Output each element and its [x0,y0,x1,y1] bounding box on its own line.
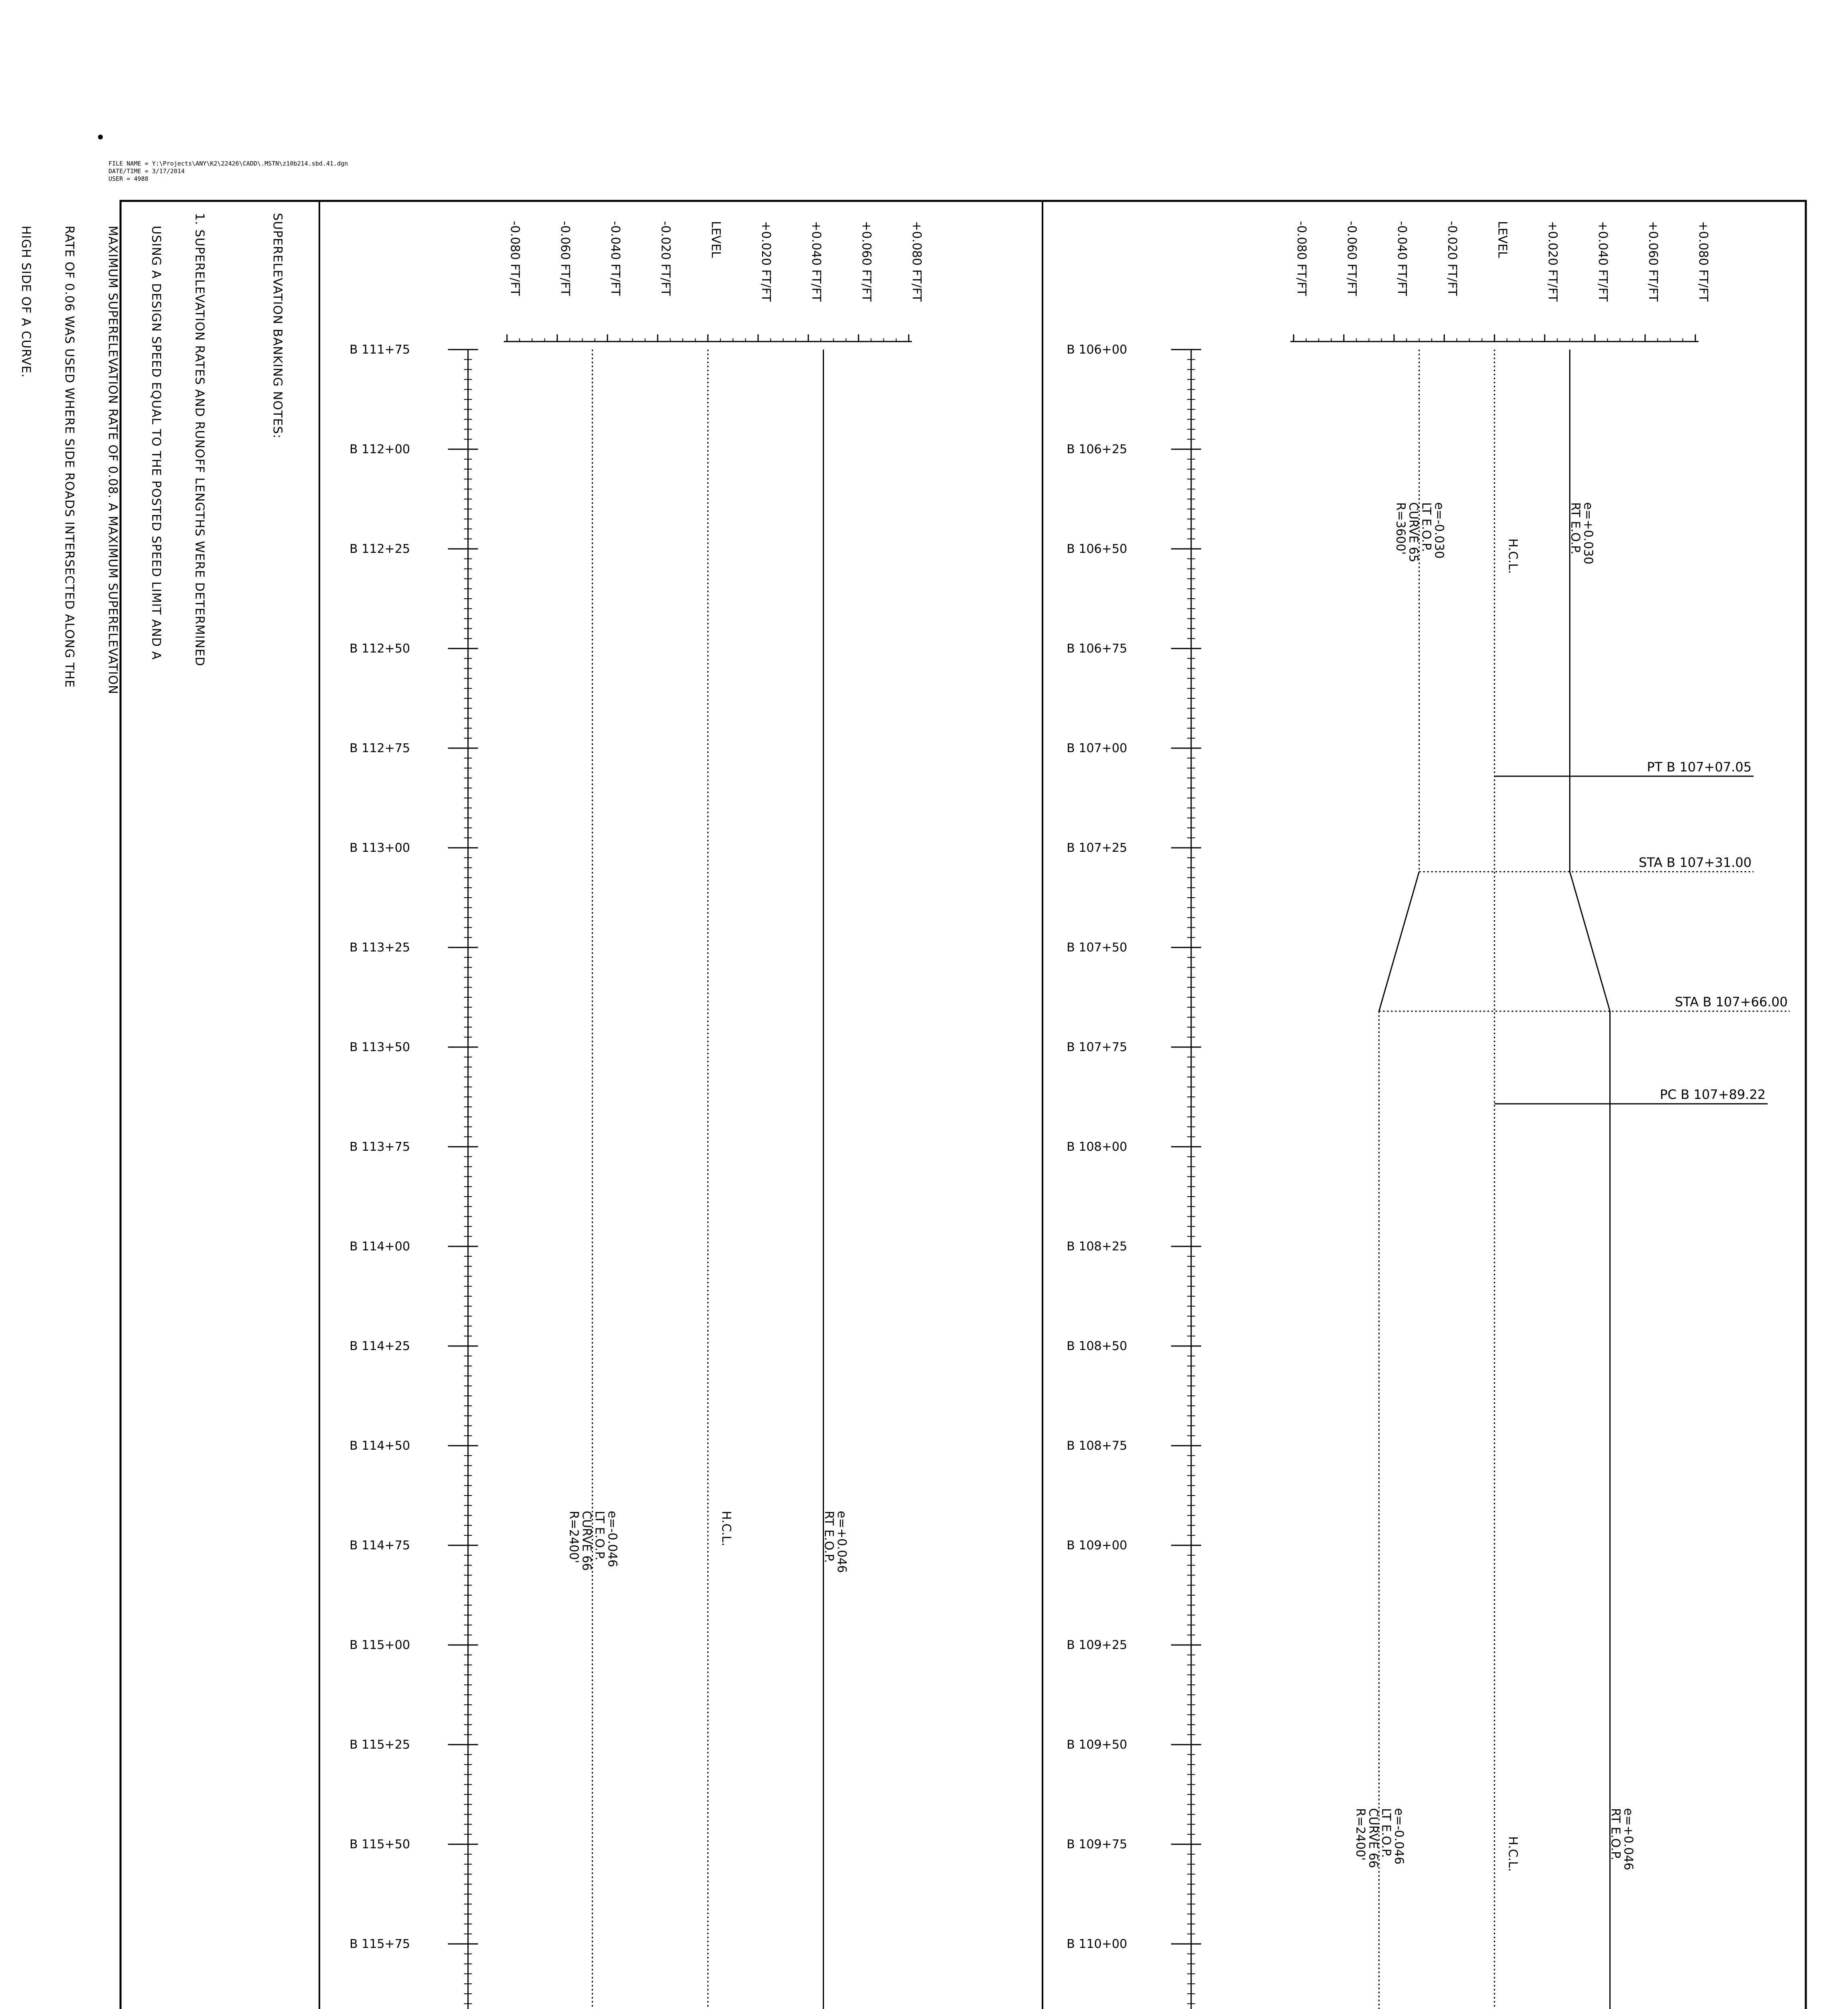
lt-eop-annotation: LT E.O.P. [1379,1808,1393,1858]
slope-label: -0.040 FT/FT [1395,221,1409,296]
station-label: B 114+25 [350,1339,410,1353]
station-label: B 108+75 [1067,1439,1127,1453]
station-label: B 112+25 [350,542,410,556]
rt-eop-annotation: e=+0.046 [1621,1808,1635,1870]
station-label: B 109+25 [1067,1638,1127,1652]
station-label: B 109+50 [1067,1738,1127,1752]
rt-eop-annotation: RT E.O.P. [822,1511,836,1563]
date-line: DATE/TIME = 3/17/2014 [108,168,185,175]
lt-eop-annotation: CURVE 66 [579,1511,594,1571]
slope-label: +0.040 FT/FT [1596,221,1610,302]
lt-eop-annotation: R=2400' [566,1511,581,1563]
station-label: B 112+75 [350,741,410,755]
pt-marker-label: PT B 107+07.05 [1647,759,1752,775]
lt-eop-annotation: LT E.O.P. [592,1511,607,1561]
station-label: B 115+50 [350,1837,410,1851]
note-1-line: 1. SUPERELEVATION RATES AND RUNOFF LENGTHS WERE DETERMINED [192,213,206,667]
station-label: B 113+25 [350,941,410,955]
slope-label: -0.040 FT/FT [608,221,622,296]
hcl-annotation: H.C.L. [1506,1836,1520,1872]
slope-label: +0.040 FT/FT [809,221,823,302]
station-label: B 108+25 [1067,1240,1127,1254]
user-line: USER = 4988 [108,175,149,182]
notes-title: SUPERELEVATION BANKING NOTES: [270,213,284,439]
station-label: B 114+50 [350,1439,410,1453]
rt-eop-annotation: RT E.O.P. [1608,1808,1623,1860]
station-label: B 112+50 [350,642,410,656]
rt-eop-annotation: RT E.O.P. [1568,502,1582,554]
lt-eop-annotation: e=-0.046 [1392,1808,1406,1865]
note-1-line: MAXIMUM SUPERELEVATION RATE OF 0.08. A MAXIMUM SUPERELEVATION [106,213,120,695]
station-label: B 106+50 [1067,542,1127,556]
station-label: B 109+00 [1067,1538,1127,1553]
station-label: B 115+75 [350,1937,410,1951]
slope-label: -0.060 FT/FT [1345,221,1359,296]
station-label: B 113+50 [350,1040,410,1054]
station-label: B 108+50 [1067,1339,1127,1353]
lt-eop-annotation: e=-0.046 [605,1511,619,1567]
slope-label: +0.020 FT/FT [759,221,773,302]
station-label: B 114+00 [350,1240,410,1254]
slope-label: -0.080 FT/FT [508,221,522,296]
sta-marker-label: STA B 107+31.00 [1638,855,1752,870]
station-label: B 112+00 [350,442,410,456]
lt-eop-annotation: LT E.O.P. [1419,502,1433,552]
station-label: B 107+50 [1067,941,1127,955]
station-label: B 107+25 [1067,841,1127,855]
slope-label: +0.060 FT/FT [1646,221,1660,302]
pc-marker-label: PC B 107+89.22 [1660,1087,1766,1103]
slope-label: +0.080 FT/FT [1696,221,1710,302]
station-label: B 115+00 [350,1638,410,1652]
slope-label: +0.080 FT/FT [910,221,924,302]
note-1-line: USING A DESIGN SPEED EQUAL TO THE POSTED SPEED LIMIT AND A [149,213,163,660]
slope-label: -0.080 FT/FT [1294,221,1308,296]
station-label: B 107+00 [1067,741,1127,755]
lt-eop-transition [1379,872,1419,1011]
station-label: B 106+25 [1067,442,1127,456]
station-label: B 113+00 [350,841,410,855]
station-label: B 106+00 [1067,343,1127,357]
station-label: B 113+75 [350,1140,410,1154]
slope-label: +0.060 FT/FT [859,221,873,302]
file-name-line: FILE NAME = Y:\Projects\ANY\K2\22426\CADD\.MSTN\z10b214.sbd.41.dgn [108,160,348,167]
station-label: B 107+75 [1067,1040,1127,1054]
note-1-line: HIGH SIDE OF A CURVE. [19,213,33,378]
sta-marker-label: STA B 107+66.00 [1674,994,1788,1010]
station-label: B 115+25 [350,1738,410,1752]
slope-label: LEVEL [709,221,723,258]
lt-eop-annotation: R=3600' [1393,502,1408,555]
hcl-annotation: H.C.L. [719,1511,733,1547]
rt-eop-transition [1570,872,1610,1011]
station-label: B 110+00 [1067,1937,1127,1951]
station-label: B 106+75 [1067,642,1127,656]
slope-label: -0.020 FT/FT [1445,221,1459,296]
lt-eop-annotation: R=2400' [1353,1808,1368,1861]
slope-label: -0.060 FT/FT [558,221,572,296]
lt-eop-annotation: e=-0.030 [1432,502,1446,559]
lt-eop-annotation: CURVE 66 [1366,1808,1380,1868]
slope-label: LEVEL [1495,221,1509,258]
lt-eop-annotation: CURVE 65 [1406,502,1421,563]
slope-label: +0.020 FT/FT [1545,221,1560,302]
station-label: B 108+00 [1067,1140,1127,1154]
slope-label: -0.020 FT/FT [658,221,673,296]
rt-eop-annotation: e=+0.030 [1581,502,1595,565]
rt-eop-annotation: e=+0.046 [834,1511,849,1573]
note-1-line: RATE OF 0.06 WAS USED WHERE SIDE ROADS INTERSECTED ALONG THE [62,213,76,688]
hcl-annotation: H.C.L. [1506,538,1520,574]
station-label: B 109+75 [1067,1837,1127,1851]
station-label: B 111+75 [350,343,410,357]
station-label: B 114+75 [350,1538,410,1553]
